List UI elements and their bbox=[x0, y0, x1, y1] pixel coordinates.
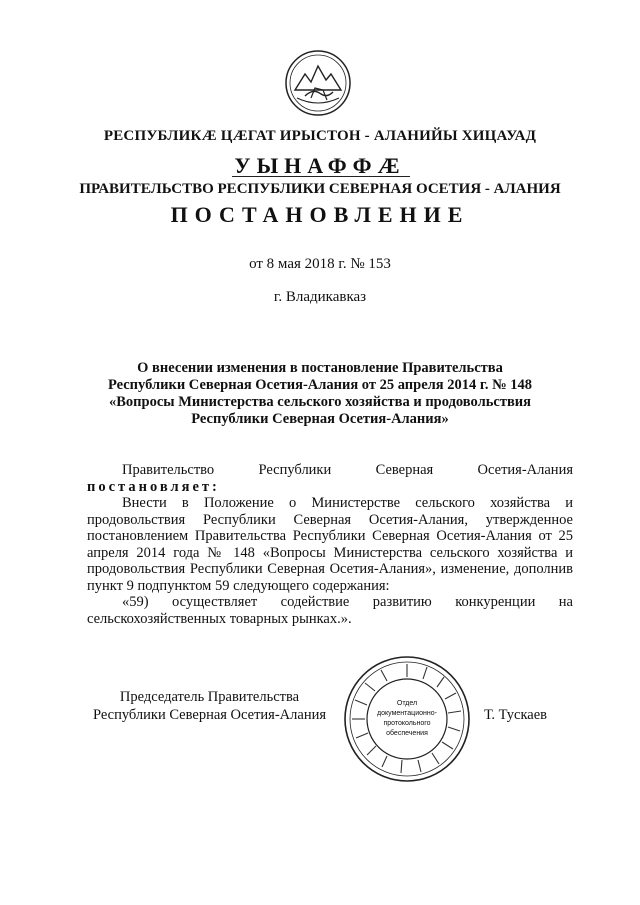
signatory-name: Т. Тускаев bbox=[484, 707, 548, 723]
document-body bbox=[87, 462, 573, 627]
intro-word: Правительство bbox=[122, 462, 215, 478]
ossetian-title: РЕСПУБЛИКÆ ЦÆГАТ ИРЫСТОН - АЛАНИЙЫ ХИЦАУАД bbox=[103, 128, 537, 144]
postanovlenie-heading: ПОСТАНОВЛЕНИЕ bbox=[170, 202, 470, 227]
body-paragraph: «59) осуществляет содействие развитию конкуренции на сельскохозяйственных товарных рынках.». bbox=[87, 594, 573, 627]
official-stamp bbox=[343, 655, 471, 783]
intro-word: Северная bbox=[375, 462, 434, 478]
title-line: О внесении изменения в постановление Правительства bbox=[137, 360, 503, 376]
unaffae-heading: УЫНАФФÆ bbox=[234, 153, 406, 178]
signatory-position bbox=[87, 688, 332, 724]
coat-of-arms-emblem bbox=[283, 48, 353, 118]
intro-line bbox=[87, 462, 573, 479]
intro-word: Осетия-Алания bbox=[477, 462, 573, 478]
postanovlyaet-word: постановляет: bbox=[87, 478, 220, 495]
government-title: ПРАВИТЕЛЬСТВО РЕСПУБЛИКИ СЕВЕРНАЯ ОСЕТИЯ - АЛАНИЯ bbox=[79, 181, 561, 197]
document-date-number: от 8 мая 2018 г. № 153 bbox=[249, 256, 391, 272]
document-city: г. Владикавказ bbox=[273, 289, 367, 305]
stamp-line: обеспечения bbox=[386, 730, 428, 737]
intro-word: Республики bbox=[258, 462, 332, 478]
stamp-line: документационно- bbox=[377, 710, 437, 717]
title-line: Республики Северная Осетия-Алания от 25 апреля 2014 г. № 148 bbox=[107, 377, 533, 393]
heading-divider bbox=[232, 176, 410, 177]
position-line: Председатель Правительства bbox=[119, 689, 300, 705]
title-line: Республики Северная Осетия-Алания» bbox=[191, 411, 449, 427]
body-paragraph: Внести в Положение о Министерстве сельского хозяйства и продовольствия Республики Северная Осетия-Алания, утвержденное постановлением Правительства Республики Северная Осетия-Алания от 25 апреля 2014 года № 148 «Вопросы Министерства сельского хозяйства и продовольствия Республики Северная Осетия-Алания», изменение, дополнив пункт 9 подпунктом 59 следующего содержания: bbox=[87, 495, 573, 594]
document-title bbox=[0, 360, 640, 428]
stamp-line: Отдел bbox=[396, 700, 418, 707]
stamp-line: протокольного bbox=[383, 720, 431, 727]
position-line: Республики Северная Осетия-Алания bbox=[92, 707, 327, 723]
title-line: «Вопросы Министерства сельского хозяйства и продовольствия bbox=[109, 394, 531, 410]
